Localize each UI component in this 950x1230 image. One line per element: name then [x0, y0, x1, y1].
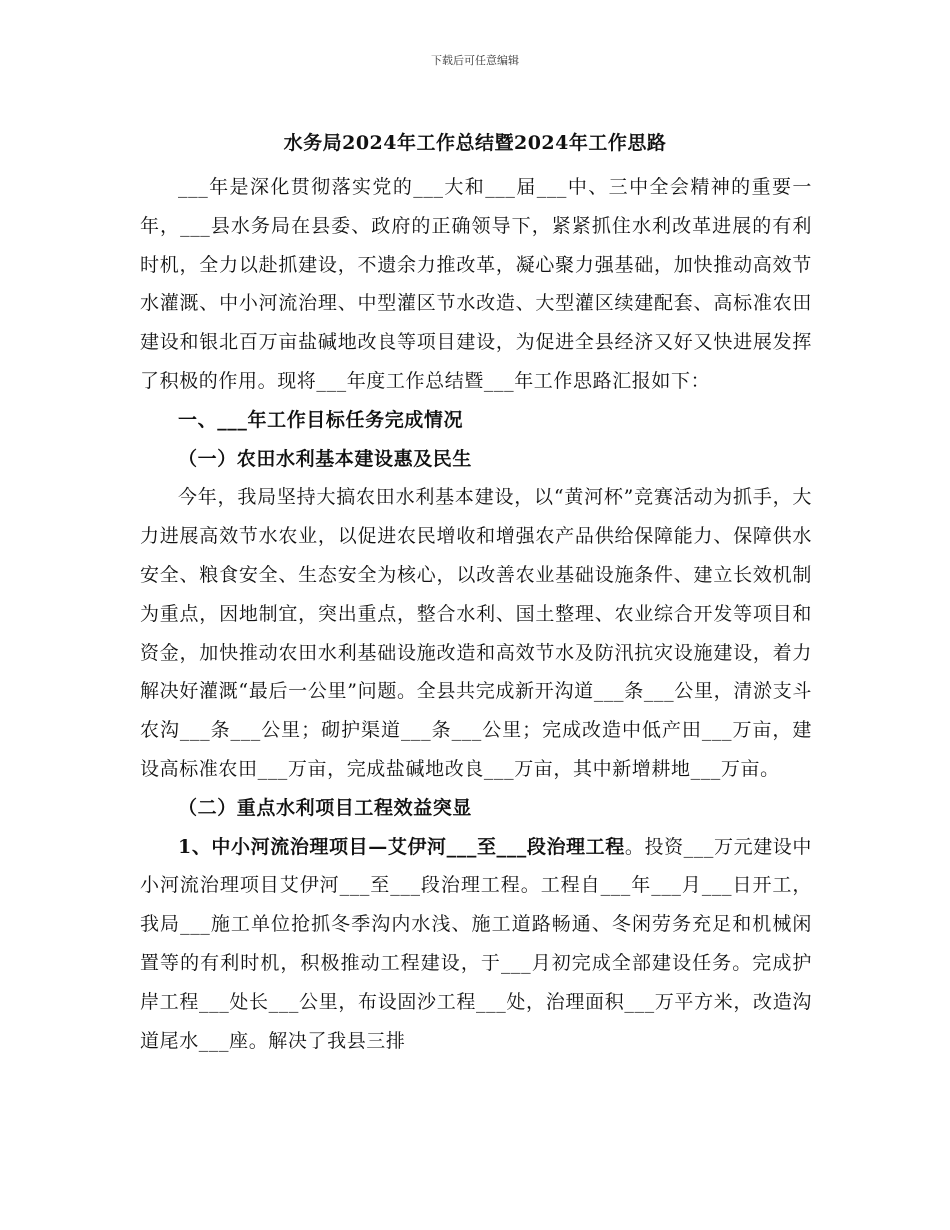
header-note: 下载后可任意编辑	[431, 54, 519, 67]
item1-text: 。投资___万元建设中小河流治理项目艾伊河___至___段治理工程。工程自___年___月___日开工，我局___施工单位抢抓冬季沟内水浅、施工道路畅通、冬闲劳务充足和机械闲置等的有利时机，积极推动工程建设，于___月初完成全部建设任务。完成护岸工程___处长___公里，布设固沙工程___处，治理面积___万平方米，改造沟道尾水___座。解决了我县三排	[140, 835, 812, 1052]
sub1-paragraph: 今年，我局坚持大搞农田水利基本建设，以“黄河杯”竞赛活动为抓手，大力进展高效节水农业，以促进农民增收和增强农产品供给保障能力、保障供水安全、粮食安全、生态安全为核心，以改善农业基础设施条件、建立长效机制为重点，因地制宜，突出重点，整合水利、国土整理、农业综合开发等项目和资金，加快推动农田水利基础设施改造和高效节水及防汛抗灾设施建设，着力解决好灌溉“最后一公里”问题。全县共完成新开沟道___条___公里，清淤支斗农沟___条___公里；砌护渠道___条___公里；完成改造中低产田___万亩，建设高标准农田___万亩，完成盐碱地改良___万亩，其中新增耕地___万亩。	[140, 486, 812, 780]
document-title: 水务局2024年工作总结暨2024年工作思路	[283, 132, 667, 154]
sub-heading-1: （一）农田水利基本建设惠及民生	[178, 447, 473, 470]
intro-paragraph: ___年是深化贯彻落实党的___大和___届___中、三中全会精神的重要一年，___县水务局在县委、政府的正确领导下，紧紧抓住水利改革进展的有利时机，全力以赴抓建设，不遗余力推改革，凝心聚力强基础，加快推动高效节水灌溉、中小河流治理、中型灌区节水改造、大型灌区续建配套、高标准农田建设和银北百万亩盐碱地改良等项目建设，为促进全县经济又好又快进展发挥了积极的作用。现将___年度工作总结暨___年工作思路汇报如下：	[140, 176, 812, 392]
item1-lead: 1、中小河流治理项目—艾伊河___至___段治理工程	[178, 835, 625, 858]
sub-heading-2: （二）重点水利项目工程效益突显	[178, 796, 473, 819]
document-body	[140, 168, 812, 1060]
section-heading-1: 一、___年工作目标任务完成情况	[178, 408, 464, 431]
item1-paragraph	[140, 828, 812, 1061]
